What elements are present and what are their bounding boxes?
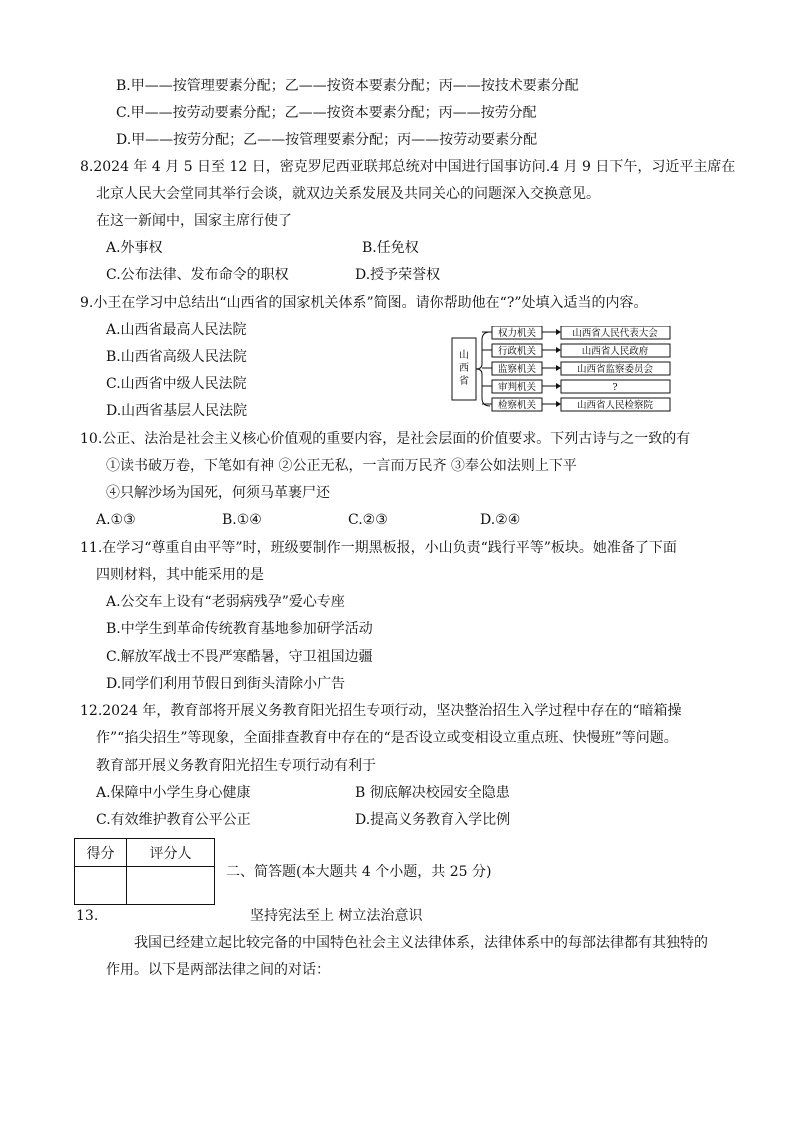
q12-option-b: B 彻底解决校园安全隐患 [355, 785, 510, 801]
q12-option-d: D.提高义务教育入学比例 [355, 812, 511, 828]
q10-stem: 10.公正、法治是社会主义核心价值观的重要内容，是社会层面的价值要求。下列古诗与之一致的有 [80, 431, 691, 447]
q9-stem: 9.小王在学习中总结出“山西省的国家机关体系”简图。请你帮助他在“?”处填入适当的内容。 [80, 295, 648, 311]
q7-option-d: D.甲——按劳分配；乙——按管理要素分配；丙——按劳动要素分配 [116, 132, 538, 148]
q10-option-d: D.②④ [480, 512, 521, 528]
diagram-arrow-head-5 [556, 401, 561, 407]
q12-option-a: A.保障中小学生身心健康 [96, 785, 251, 801]
q12-option-c: C.有效维护教育公平公正 [96, 812, 251, 828]
score-table [74, 838, 215, 905]
diagram-root-char-1: 山 [459, 350, 469, 361]
q11-stem-line2: 四则材料，其中能采用的是 [96, 567, 264, 583]
q13-number: 13. [76, 908, 99, 924]
diagram-arrow-head-3 [556, 365, 561, 371]
diagram-organ-5: 检察机关 [497, 400, 537, 411]
diagram-root-char-3: 省 [459, 376, 469, 387]
q12-stem-line2: 作”“掐尖招生”等现象，全面排查教育中存在的“是否设立或变相设立重点班、快慢班”等问题。 [96, 730, 678, 746]
diagram-body-5: 山西省人民检察院 [576, 400, 654, 411]
diagram-organ-3: 监察机关 [497, 364, 537, 375]
section-2-heading: 二、简答题(本大题共 4 个小题，共 25 分) [226, 864, 492, 880]
diagram-arrow-head-1 [556, 329, 561, 335]
q9-option-d: D.山西省基层人民法院 [106, 403, 248, 419]
q8-option-a: A.外事权 [106, 240, 163, 256]
q7-option-c: C.甲——按劳动要素分配；乙——按资本要素分配；丙——按劳分配 [116, 105, 537, 121]
diagram-organ-2: 行政机关 [497, 346, 537, 357]
q9-option-b: B.山西省高级人民法院 [106, 349, 247, 365]
q8-option-b: B.任免权 [362, 240, 419, 256]
q13-title: 坚持宪法至上 树立法治意识 [250, 908, 423, 924]
q9-option-c: C.山西省中级人民法院 [106, 376, 247, 392]
q11-stem-line1: 11.在学习“尊重自由平等”时，班级要制作一期黑板报，小山负责“践行平等”板块。她准备了下面 [80, 540, 677, 556]
score-header: 得分 [75, 839, 127, 867]
q12-stem-line1: 12.2024 年，教育部将开展义务教育阳光招生专项行动，坚决整治招生入学过程中存在的“暗箱操 [80, 703, 682, 719]
q10-option-c: C.②③ [348, 512, 388, 528]
q11-option-d: D.同学们利用节假日到街头清除小广告 [106, 676, 346, 692]
diagram-root-char-2: 西 [459, 363, 469, 374]
diagram-arrow-head-4 [556, 383, 561, 389]
q11-option-c: C.解放军战士不畏严寒酷暑，守卫祖国边疆 [106, 649, 373, 665]
q12-stem-line3: 教育部开展义务教育阳光招生专项行动有利于 [96, 758, 376, 774]
diagram-body-1: 山西省人民代表大会 [572, 328, 658, 339]
state-organ-diagram [450, 326, 672, 416]
q8-stem-line3: 在这一新闻中，国家主席行使了 [96, 213, 292, 229]
grader-cell[interactable] [127, 867, 215, 905]
diagram-body-3: 山西省监察委员会 [576, 364, 654, 375]
diagram-organ-4: 审判机关 [497, 382, 537, 393]
q10-items-line1: ①读书破万卷，下笔如有神 ②公正无私，一言而万民齐 ③奉公如法则上下平 [106, 458, 577, 474]
diagram-body-2: 山西省人民政府 [581, 346, 649, 357]
diagram-organ-1: 权力机关 [497, 328, 537, 339]
q9-option-a: A.山西省最高人民法院 [106, 322, 247, 338]
q8-stem-line1: 8.2024 年 4 月 5 日至 12 日，密克罗尼西亚联邦总统对中国进行国事访问.4 月 9 日下午，习近平主席在 [80, 159, 736, 175]
diagram-body-4: ? [612, 382, 618, 393]
q8-option-d: D.授予荣誉权 [355, 267, 441, 283]
q13-paragraph-line2: 作用。以下是两部法律之间的对话： [106, 962, 330, 978]
q8-option-c: C.公布法律、发布命令的职权 [106, 267, 289, 283]
q13-paragraph-line1: 我国已经建立起比较完备的中国特色社会主义法律体系，法律体系中的每部法律都有其独特的 [134, 935, 708, 951]
diagram-arrow-head-2 [556, 347, 561, 353]
q10-option-a: A.①③ [96, 512, 136, 528]
score-cell[interactable] [75, 867, 127, 905]
q11-option-a: A.公交车上设有“老弱病残孕”爱心专座 [106, 594, 345, 610]
q10-option-b: B.①④ [222, 512, 262, 528]
diagram-brace [476, 332, 490, 406]
grader-header: 评分人 [127, 839, 215, 867]
q7-option-b: B.甲——按管理要素分配；乙——按资本要素分配；丙——按技术要素分配 [116, 78, 579, 94]
q10-items-line2: ④只解沙场为国死，何须马革裹尸还 [106, 485, 330, 501]
q11-option-b: B.中学生到革命传统教育基地参加研学活动 [106, 621, 373, 637]
q8-stem-line2: 北京人民大会堂同其举行会谈，就双边关系发展及共同关心的问题深入交换意见。 [96, 186, 600, 202]
